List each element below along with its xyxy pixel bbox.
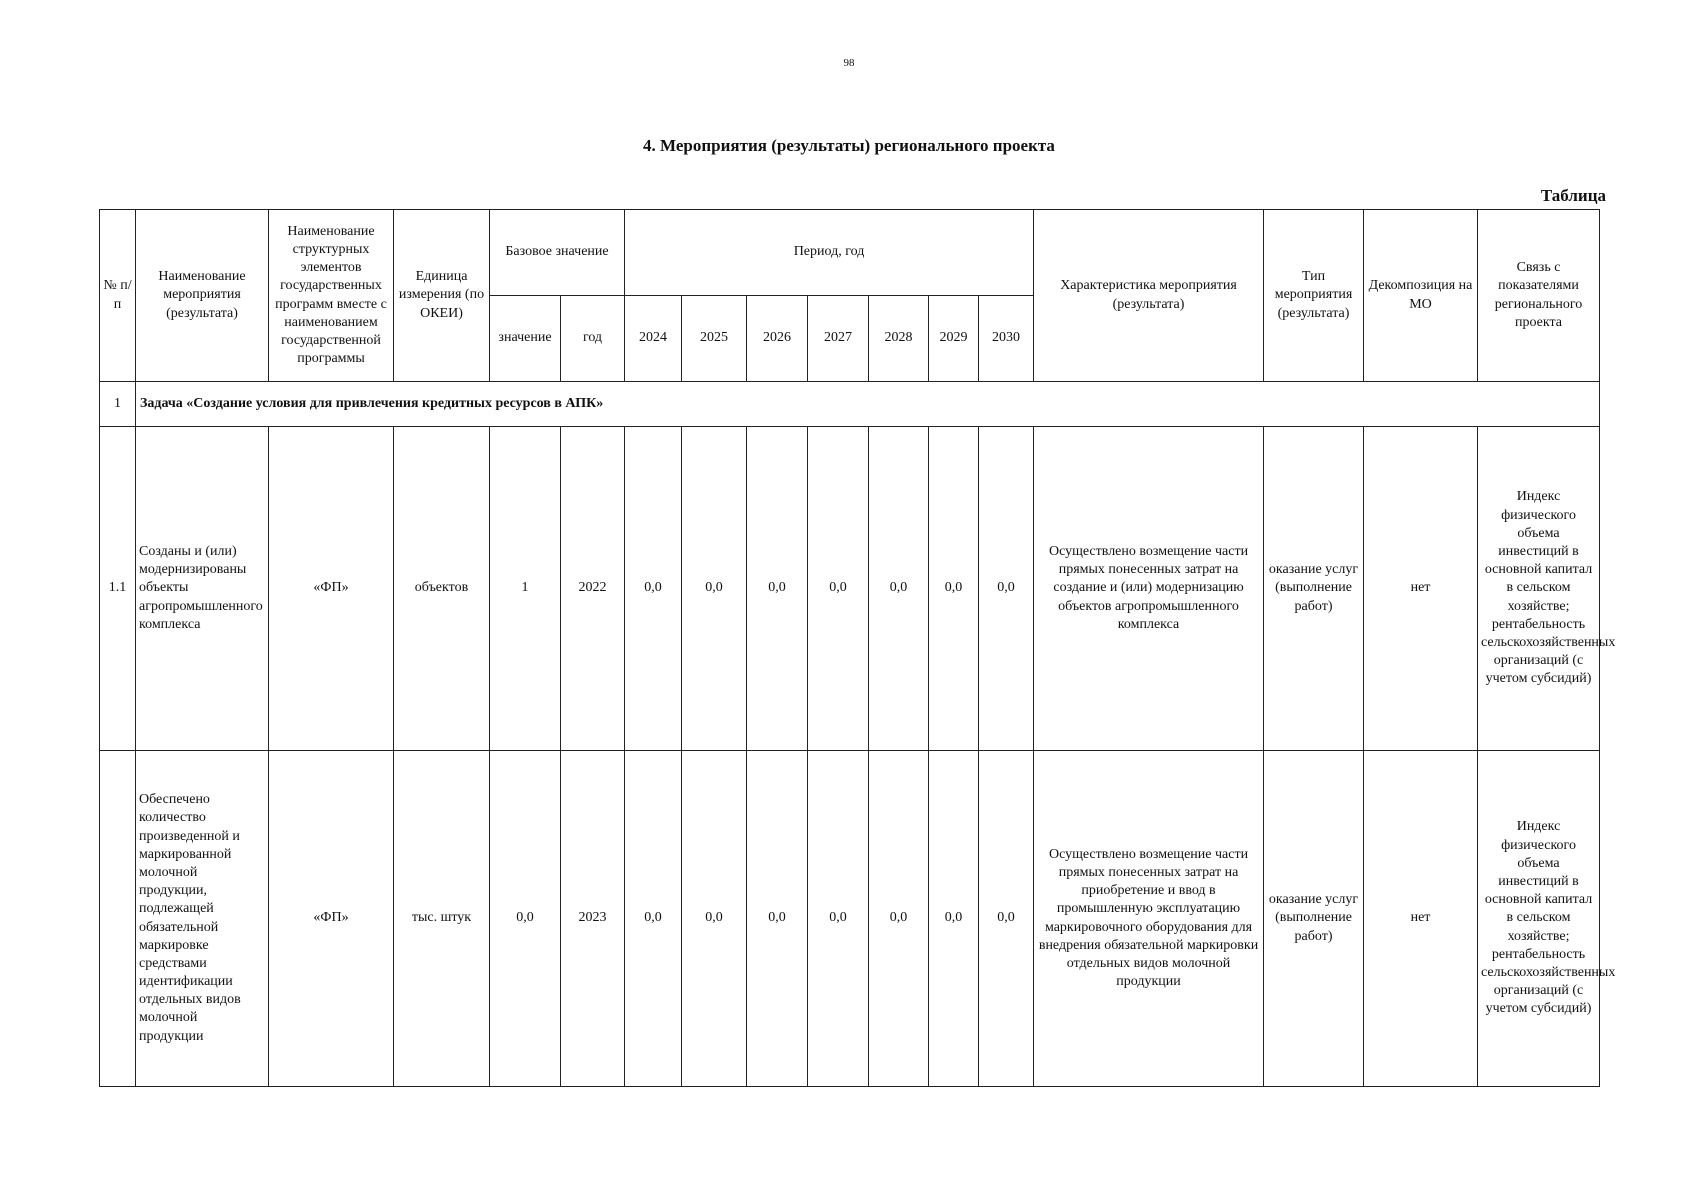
row-value-2027: 0,0	[808, 751, 869, 1087]
document-title: 4. Мероприятия (результаты) регионального проекта	[643, 136, 1055, 155]
task-number: 1	[100, 382, 136, 427]
header-base-year: год	[561, 296, 625, 382]
row-base-year: 2022	[561, 427, 625, 751]
header-year: 2027	[808, 296, 869, 382]
row-value-2024: 0,0	[625, 751, 682, 1087]
table-label: Таблица	[1540, 186, 1606, 205]
row-base-value: 1	[490, 427, 561, 751]
table-row	[100, 427, 1600, 751]
row-unit: тыс. штук	[394, 751, 490, 1087]
row-value-2029: 0,0	[929, 427, 979, 751]
header-link: Связь с показателями регионального проекта	[1478, 210, 1600, 382]
header-unit: Единица измерения (по ОКЕИ)	[394, 210, 490, 382]
row-value-2026: 0,0	[747, 751, 808, 1087]
row-number: 1.1	[100, 427, 136, 751]
projects-table	[99, 209, 1616, 1087]
row-type: оказание услуг (выполнение работ)	[1264, 427, 1364, 751]
header-row	[100, 210, 1600, 296]
header-year: 2030	[979, 296, 1034, 382]
header-period: Период, год	[625, 210, 1034, 296]
row-characteristic: Осуществлено возмещение части прямых понесенных затрат на приобретение и ввод в промышленную эксплуатацию маркировочного оборудования для внедрения обязательной маркировки отдельных видов молочной продукции	[1034, 751, 1264, 1087]
row-unit: объектов	[394, 427, 490, 751]
task-row	[100, 382, 1600, 427]
row-base-year: 2023	[561, 751, 625, 1087]
header-year: 2024	[625, 296, 682, 382]
row-value-2025: 0,0	[682, 751, 747, 1087]
row-decomposition: нет	[1364, 751, 1478, 1087]
row-link: Индекс физического объема инвестиций в основной капитал в сельском хозяйстве; рентабельность сельскохозяйственных организаций (с учетом субсидий)	[1478, 427, 1600, 751]
row-type: оказание услуг (выполнение работ)	[1264, 751, 1364, 1087]
row-value-2028: 0,0	[869, 427, 929, 751]
row-value-2029: 0,0	[929, 751, 979, 1087]
header-base-value: значение	[490, 296, 561, 382]
row-base-value: 0,0	[490, 751, 561, 1087]
header-num: № п/п	[100, 210, 136, 382]
header-characteristic: Характеристика мероприятия (результата)	[1034, 210, 1264, 382]
header-decomposition: Декомпозиция на МО	[1364, 210, 1478, 382]
row-structure: «ФП»	[269, 427, 394, 751]
row-link: Индекс физического объема инвестиций в основной капитал в сельском хозяйстве; рентабельность сельскохозяйственных организаций (с учетом субсидий)	[1478, 751, 1600, 1087]
row-value-2025: 0,0	[682, 427, 747, 751]
header-year: 2026	[747, 296, 808, 382]
row-value-2030: 0,0	[979, 427, 1034, 751]
header-name: Наименование мероприятия (результата)	[136, 210, 269, 382]
row-value-2026: 0,0	[747, 427, 808, 751]
row-decomposition: нет	[1364, 427, 1478, 751]
row-structure: «ФП»	[269, 751, 394, 1087]
task-title: Задача «Создание условия для привлечения кредитных ресурсов в АПК»	[136, 382, 1600, 427]
row-name: Созданы и (или) модернизированы объекты агропромышленного комплекса	[136, 427, 269, 751]
header-year: 2028	[869, 296, 929, 382]
row-value-2027: 0,0	[808, 427, 869, 751]
header-structure: Наименование структурных элементов государственных программ вместе с наименованием государственной программы	[269, 210, 394, 382]
header-base: Базовое значение	[490, 210, 625, 296]
row-value-2030: 0,0	[979, 751, 1034, 1087]
row-value-2024: 0,0	[625, 427, 682, 751]
header-year: 2029	[929, 296, 979, 382]
table-row	[100, 751, 1600, 1087]
header-type: Тип мероприятия (результата)	[1264, 210, 1364, 382]
row-name: Обеспечено количество произведенной и маркированной молочной продукции, подлежащей обязательной маркировке средствами идентификации отдельных видов молочной продукции	[136, 751, 269, 1087]
row-value-2028: 0,0	[869, 751, 929, 1087]
header-year: 2025	[682, 296, 747, 382]
row-number	[100, 751, 136, 1087]
page-number: 98	[843, 57, 855, 69]
row-characteristic: Осуществлено возмещение части прямых понесенных затрат на создание и (или) модернизацию объектов агропромышленного комплекса	[1034, 427, 1264, 751]
